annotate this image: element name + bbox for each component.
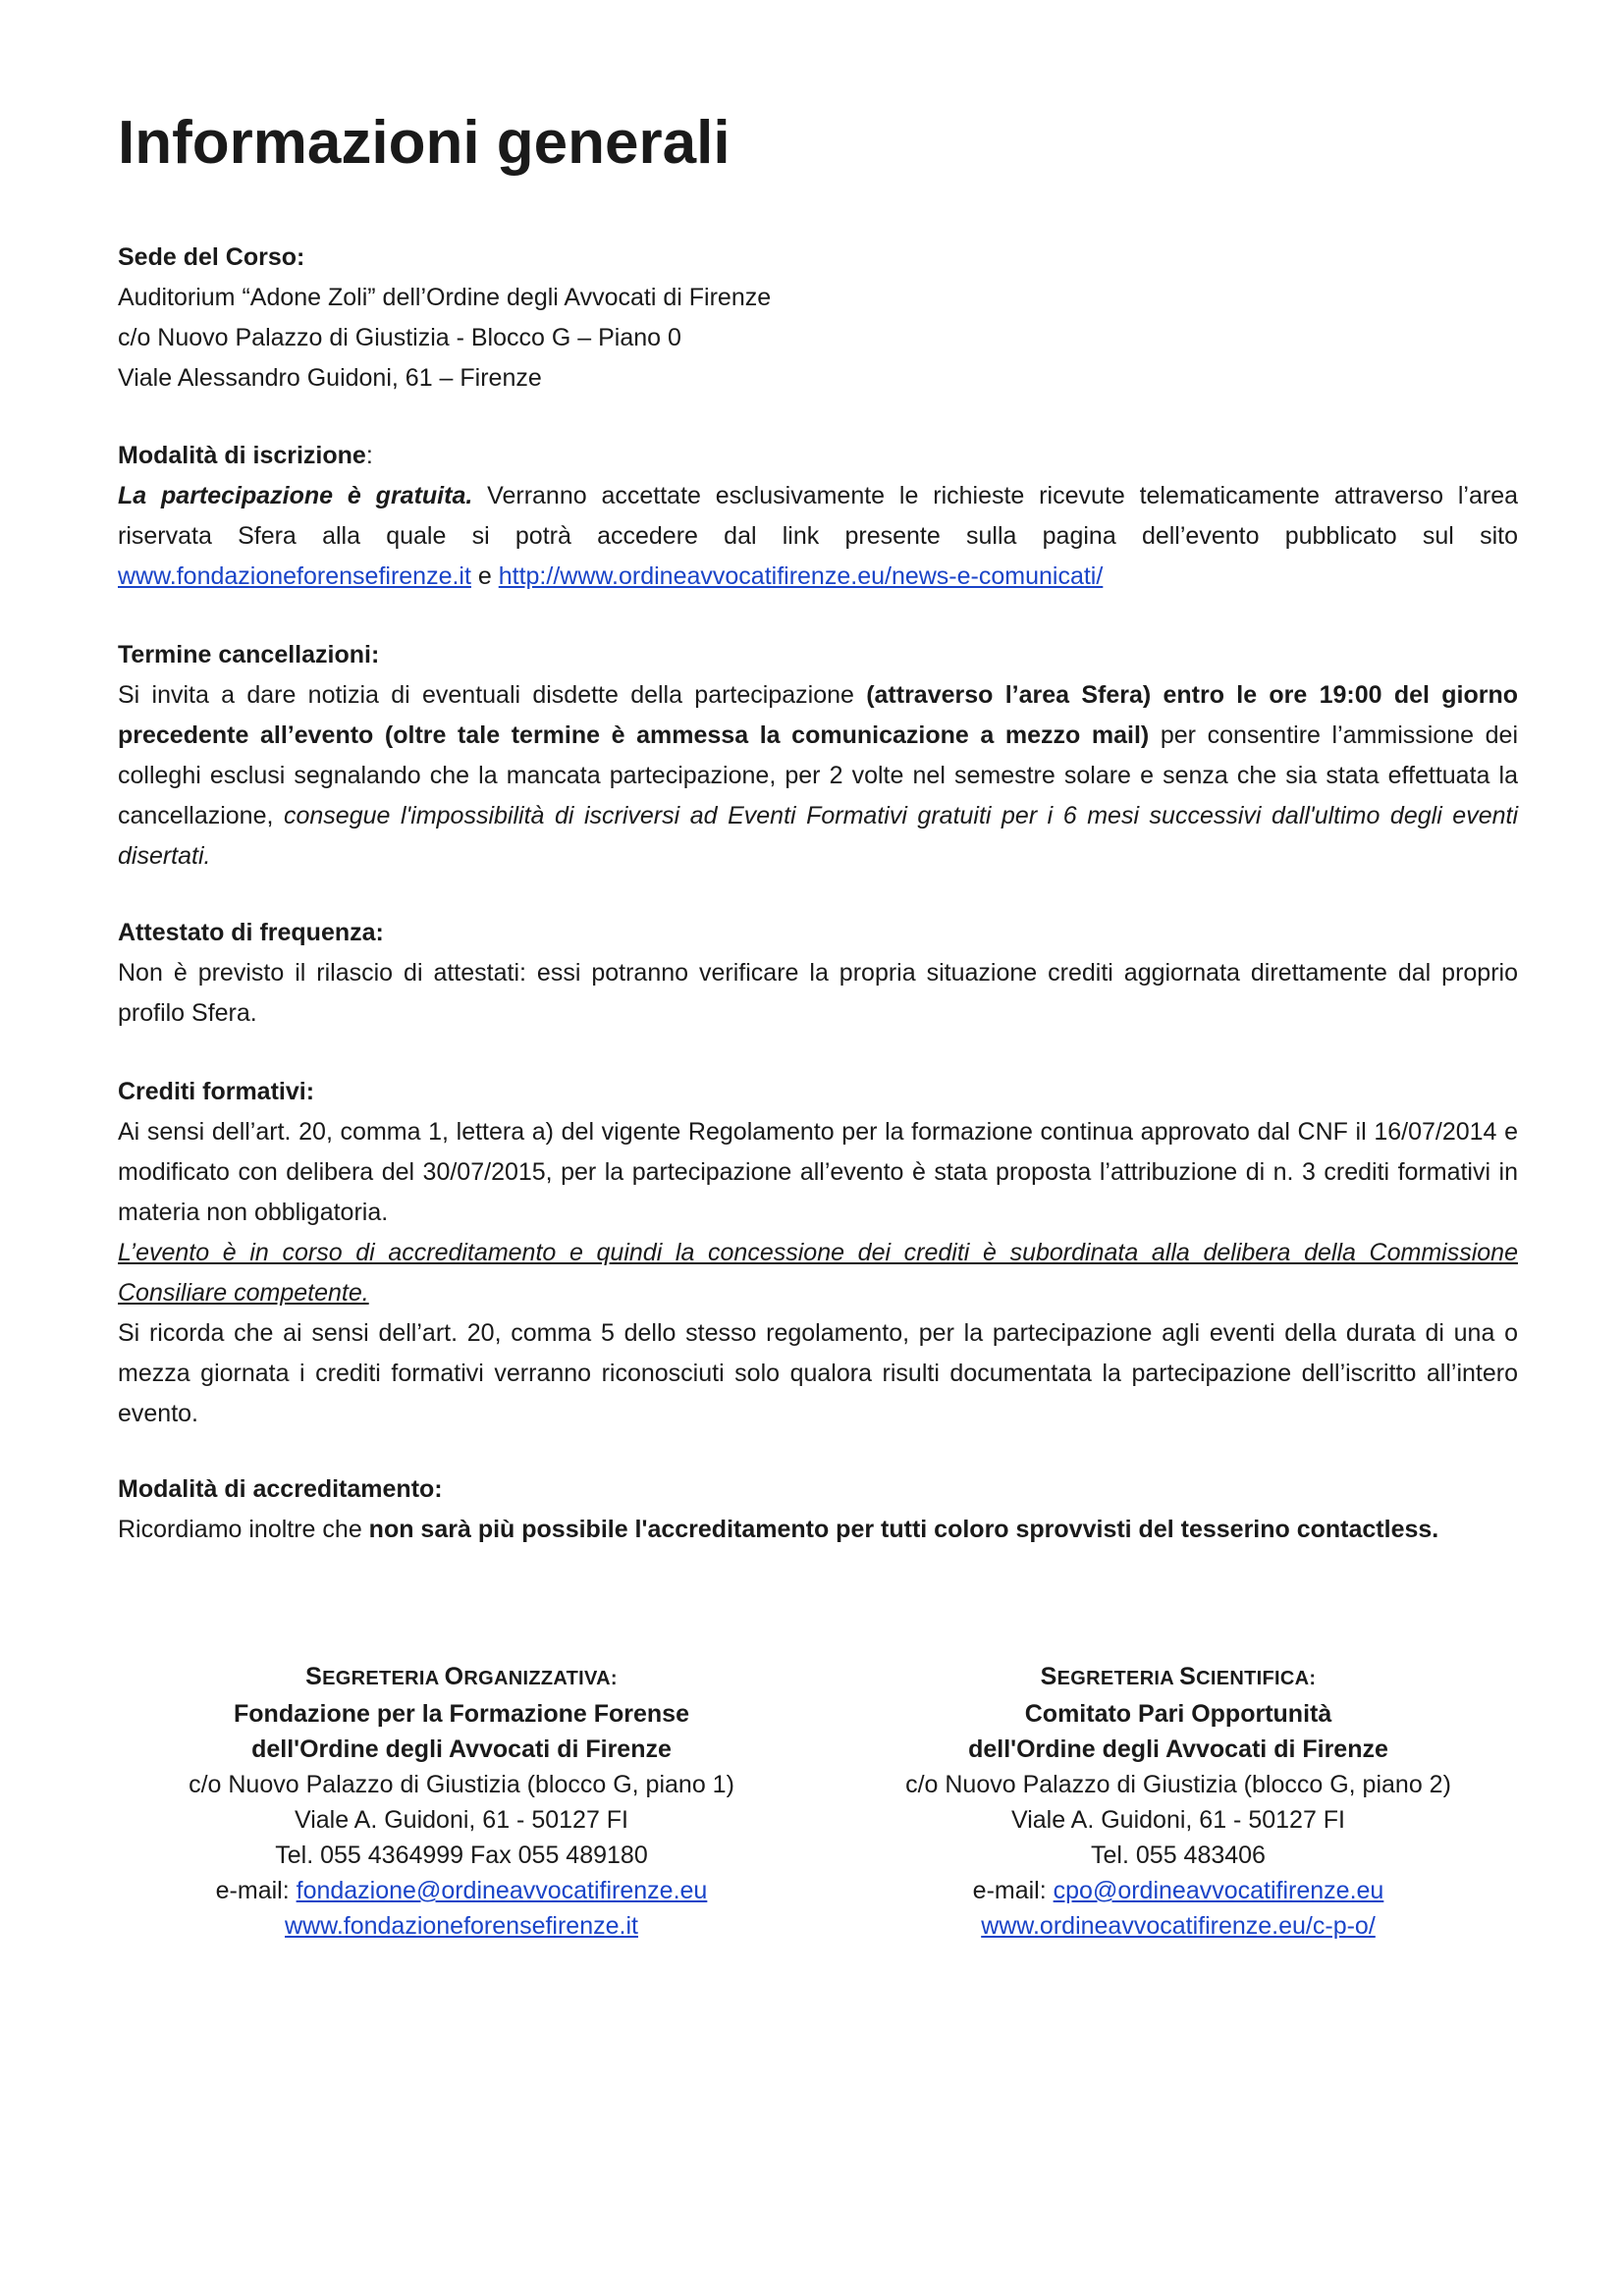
organizzativa-website-line xyxy=(118,1908,805,1944)
sede-heading: Sede del Corso: xyxy=(118,243,305,271)
scientifica-name1: Comitato Pari Opportunità xyxy=(1024,1700,1332,1728)
accreditamento-paragraph xyxy=(118,1510,1518,1550)
iscrizione-heading xyxy=(118,436,1518,476)
scientifica-website-link[interactable]: www.ordineavvocatifirenze.eu/c-p-o/ xyxy=(981,1912,1376,1940)
cancellazioni-text2: per consentire l’ammissione dei colleghi esclusi segnalando che la mancata partecipazione, per 2 volte nel semestre solare e senza che sia stata effettuata la cancellazione, xyxy=(118,721,1518,829)
organizzativa-name1: Fondazione per la Formazione Forense xyxy=(234,1700,689,1728)
cancellazioni-italic: consegue l'impossibilità di iscriversi ad Eventi Formativi gratuiti per i 6 mesi successivi dall'ultimo degli eventi disertati. xyxy=(118,802,1518,870)
scientifica-website-line xyxy=(835,1908,1522,1944)
section-accreditamento xyxy=(118,1469,1518,1550)
sede-line: Auditorium “Adone Zoli” dell’Ordine degli Avvocati di Firenze xyxy=(118,284,772,311)
attestato-heading: Attestato di frequenza: xyxy=(118,919,384,946)
organizzativa-website-link[interactable]: www.fondazioneforensefirenze.it xyxy=(285,1912,638,1940)
iscrizione-paragraph xyxy=(118,476,1518,597)
iscrizione-lead: La partecipazione è gratuita. xyxy=(118,482,473,509)
segreteria-scientifica-label: SEGRETERIA SCIENTIFICA: xyxy=(1040,1663,1317,1690)
cancellazioni-bold: (attraverso l’area Sfera) entro le ore 19:00 del giorno precedente all’evento (oltre tale termine è ammessa la comunicazione a mezzo mail) xyxy=(118,681,1518,749)
cancellazioni-heading: Termine cancellazioni: xyxy=(118,641,380,668)
segreteria-organizzativa xyxy=(118,1659,805,1944)
iscrizione-heading-label: Modalità di iscrizione xyxy=(118,442,366,469)
iscrizione-heading-colon: : xyxy=(365,442,373,469)
scientifica-email-line: e-mail: cpo@ordineavvocatifirenze.eu xyxy=(972,1877,1384,1904)
organizzativa-email-line: e-mail: fondazione@ordineavvocatifirenze.eu xyxy=(215,1877,708,1904)
crediti-heading: Crediti formativi: xyxy=(118,1078,315,1105)
scientifica-phone: Tel. 055 483406 xyxy=(1091,1842,1266,1869)
section-sede xyxy=(118,238,1518,399)
iscrizione-text: Verranno accettate esclusivamente le richieste ricevute telematicamente attraverso l’area riservata Sfera alla quale si potrà accedere dal link presente sulla pagina dell’evento pubblicato sul sito xyxy=(118,482,1518,550)
accreditamento-heading: Modalità di accreditamento: xyxy=(118,1475,443,1503)
organizzativa-email-link[interactable]: fondazione@ordineavvocatifirenze.eu xyxy=(296,1877,708,1904)
section-attestato xyxy=(118,913,1518,1034)
sede-line: c/o Nuovo Palazzo di Giustizia - Blocco G – Piano 0 xyxy=(118,324,681,351)
section-cancellazioni xyxy=(118,635,1518,877)
sede-line: Viale Alessandro Guidoni, 61 – Firenze xyxy=(118,364,542,392)
iscrizione-conj: e xyxy=(470,562,499,590)
cancellazioni-paragraph xyxy=(118,675,1518,877)
scientifica-address2: Viale A. Guidoni, 61 - 50127 FI xyxy=(1010,1806,1346,1834)
scientifica-email-link[interactable]: cpo@ordineavvocatifirenze.eu xyxy=(1053,1877,1384,1904)
accreditamento-text: Ricordiamo inoltre che xyxy=(118,1516,369,1543)
crediti-underlined xyxy=(118,1233,1518,1313)
section-iscrizione xyxy=(118,436,1518,597)
segreteria-scientifica xyxy=(835,1659,1522,1944)
crediti-text2: Si ricorda che ai sensi dell’art. 20, comma 5 dello stesso regolamento, per la partecipazione agli eventi della durata di una o mezza giornata i crediti formativi verranno riconosciuti solo qualora risulti documentata la partecipazione dell’iscritto all’intero evento. xyxy=(118,1319,1518,1427)
crediti-underlined-text: L’evento è in corso di accreditamento e quindi la concessione dei crediti è subordinata alla delibera della Commissione Consiliare competente. xyxy=(118,1239,1518,1307)
ordine-news-link[interactable]: http://www.ordineavvocatifirenze.eu/news-e-comunicati/ xyxy=(498,562,1104,590)
page-title: Informazioni generali xyxy=(118,109,731,177)
attestato-text: Non è previsto il rilascio di attestati: essi potranno verificare la propria situazione crediti aggiornata direttamente dal proprio profilo Sfera. xyxy=(118,959,1518,1027)
segreteria-organizzativa-label: SEGRETERIA ORGANIZZATIVA: xyxy=(305,1663,618,1690)
fondazione-site-link[interactable]: www.fondazioneforensefirenze.it xyxy=(118,562,471,590)
organizzativa-address1: c/o Nuovo Palazzo di Giustizia (blocco G, piano 1) xyxy=(189,1771,734,1798)
organizzativa-address2: Viale A. Guidoni, 61 - 50127 FI xyxy=(294,1806,629,1834)
cancellazioni-text1: Si invita a dare notizia di eventuali disdette della partecipazione xyxy=(118,681,867,709)
section-crediti xyxy=(118,1072,1518,1434)
scientifica-name2: dell'Ordine degli Avvocati di Firenze xyxy=(968,1735,1388,1763)
organizzativa-phone: Tel. 055 4364999 Fax 055 489180 xyxy=(275,1842,648,1869)
scientifica-address1: c/o Nuovo Palazzo di Giustizia (blocco G, piano 2) xyxy=(905,1771,1451,1798)
crediti-text1: Ai sensi dell’art. 20, comma 1, lettera a) del vigente Regolamento per la formazione continua approvato dal CNF il 16/07/2014 e modificato con delibera del 30/07/2015, per la partecipazione all’evento è stata proposta l’attribuzione di n. 3 crediti formativi in materia non obbligatoria. xyxy=(118,1118,1518,1226)
accreditamento-bold: non sarà più possibile l'accreditamento per tutti coloro sprovvisti del tesserino contactless. xyxy=(368,1516,1439,1543)
organizzativa-name2: dell'Ordine degli Avvocati di Firenze xyxy=(251,1735,672,1763)
